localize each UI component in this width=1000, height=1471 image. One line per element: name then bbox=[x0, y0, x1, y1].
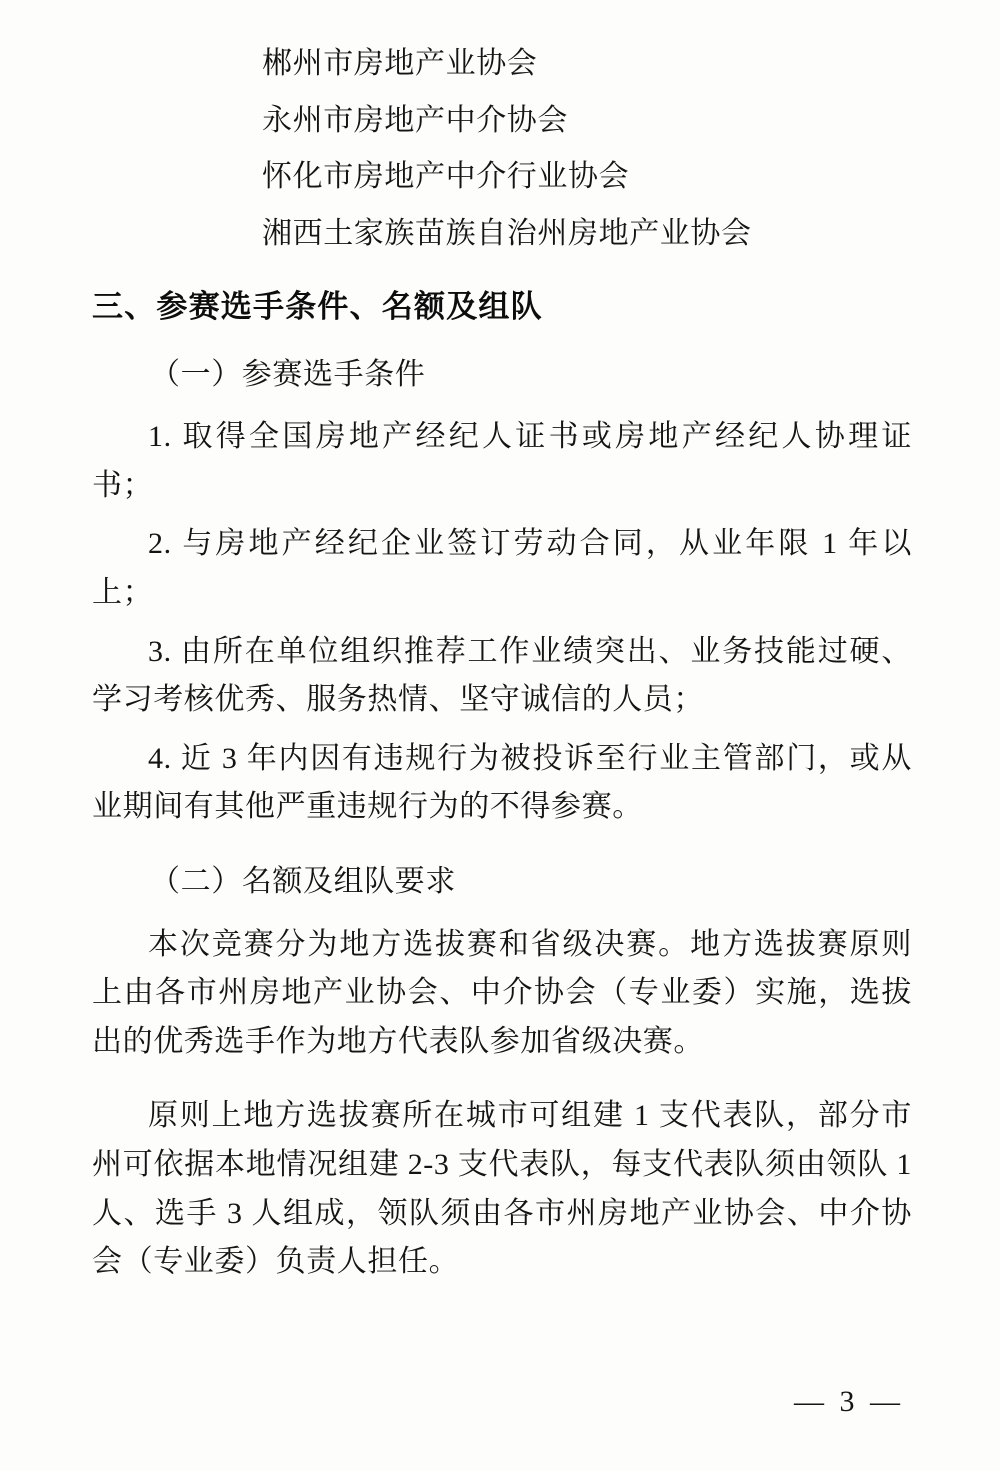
condition-item-3: 3. 由所在单位组织推荐工作业绩突出、业务技能过硬、学习考核优秀、服务热情、坚守诚信的人员； bbox=[92, 634, 912, 717]
subsection-one-heading: （一）参赛选手条件 bbox=[150, 357, 426, 391]
list-item: 永州市房地产中介协会 bbox=[262, 103, 568, 137]
spacer bbox=[92, 842, 912, 858]
list-item: 湘西土家族苗族自治州房地产业协会 bbox=[262, 216, 752, 250]
page-number: — 3 — bbox=[794, 1385, 904, 1418]
condition-item-4: 4. 近 3 年内因有违规行为被投诉至行业主管部门，或从业期间有其他严重违规行为的不得参赛。 bbox=[92, 741, 912, 824]
quota-paragraph-2: 原则上地方选拔赛所在城市可组建 1 支代表队，部分市州可依据本地情况组建 2-3 支代表队，每支代表队须由领队 1 人、选手 3 人组成，领队须由各市州房地产业协会、中介协会（专业委）负责人担任。 bbox=[92, 1099, 912, 1279]
organization-list bbox=[92, 40, 912, 258]
list-item: 怀化市房地产中介行业协会 bbox=[262, 160, 630, 194]
condition-item-2: 2. 与房地产经纪企业签订劳动合同，从业年限 1 年以上； bbox=[92, 527, 912, 609]
subsection-two-heading: （二）名额及组队要求 bbox=[150, 864, 456, 898]
condition-item-1: 1. 取得全国房地产经纪人证书或房地产经纪人协理证书； bbox=[92, 420, 912, 502]
list-item: 郴州市房地产业协会 bbox=[262, 47, 538, 80]
quota-paragraph-1: 本次竞赛分为地方选拔赛和省级决赛。地方选拔赛原则上由各市州房地产业协会、中介协会（专业委）实施，选拔出的优秀选手作为地方代表队参加省级决赛。 bbox=[92, 927, 912, 1058]
section-heading: 三、参赛选手条件、名额及组队 bbox=[92, 289, 543, 326]
document-body bbox=[92, 40, 912, 1287]
